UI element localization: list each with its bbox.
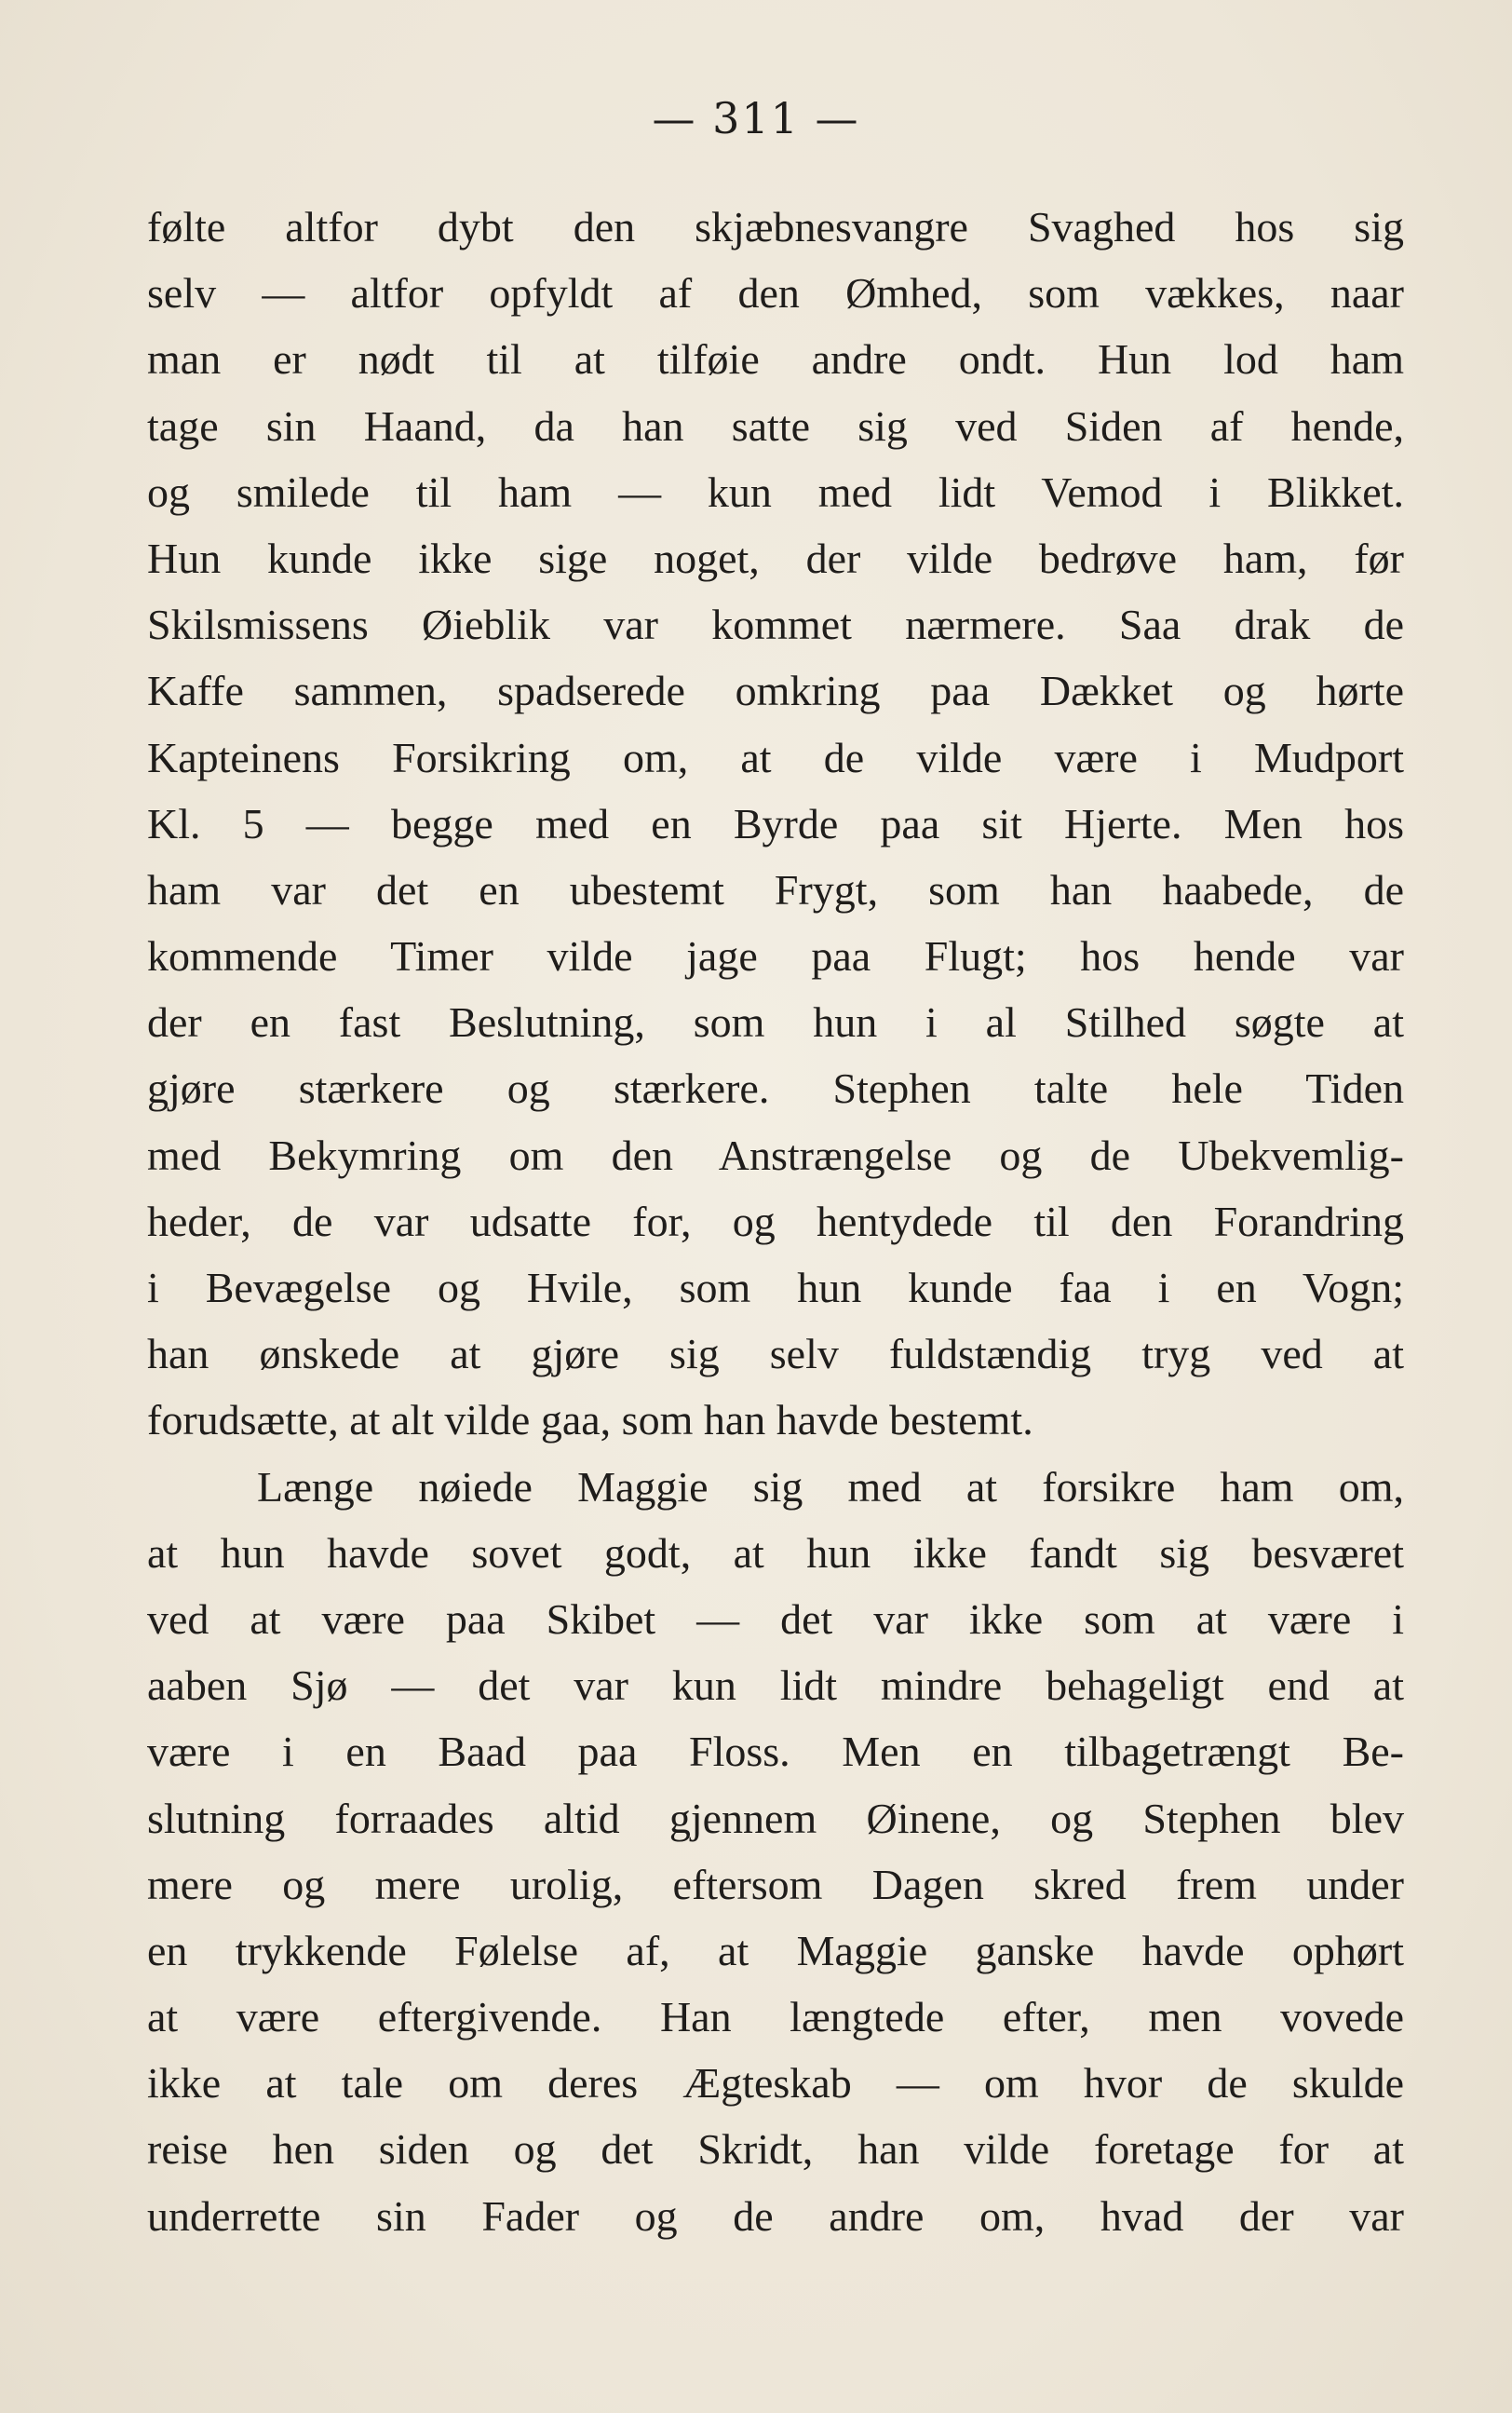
text-line: Hun kunde ikke sige noget, der vilde bedrøve ham, før bbox=[147, 534, 1404, 582]
text-line: en trykkende Følelse af, at Maggie ganske havde ophørt bbox=[147, 1926, 1404, 1974]
text-line: Kapteinens Forsikring om, at de vilde være i Mudport bbox=[147, 733, 1404, 781]
text-line: ved at være paa Skibet — det var ikke som at være i bbox=[147, 1594, 1404, 1643]
text-line: Længe nøiede Maggie sig med at forsikre ham om, bbox=[257, 1462, 1404, 1511]
text-line: forudsætte, at alt vilde gaa, som han havde bestemt. bbox=[147, 1396, 1033, 1444]
text-line: at hun havde sovet godt, at hun ikke fandt sig besværet bbox=[147, 1528, 1404, 1577]
text-line: med Bekymring om den Anstrængelse og de Ubekvemlig- bbox=[147, 1131, 1404, 1179]
text-line: reise hen siden og det Skridt, han vilde foretage for at bbox=[147, 2125, 1404, 2174]
text-line: og smilede til ham — kun med lidt Vemod i Blikket. bbox=[147, 468, 1404, 516]
text-line: være i en Baad paa Floss. Men en tilbagetrængt Be- bbox=[147, 1728, 1404, 1776]
text-line: mere og mere urolig, eftersom Dagen skred frem under bbox=[147, 1860, 1404, 1908]
text-line: at være eftergivende. Han længtede efter, men vovede bbox=[147, 1993, 1404, 2041]
text-line: i Bevægelse og Hvile, som hun kunde faa i en Vogn; bbox=[147, 1264, 1404, 1311]
text-line: ikke at tale om deres Ægteskab — om hvor de skulde bbox=[147, 2059, 1404, 2108]
text-line: kommende Timer vilde jage paa Flugt; hos hende var bbox=[147, 932, 1404, 981]
text-line: han ønskede at gjøre sig selv fuldstændig tryg ved at bbox=[147, 1330, 1404, 1378]
text-line: Kaffe sammen, spadserede omkring paa Dækket og hørte bbox=[147, 667, 1404, 715]
text-line: selv — altfor opfyldt af den Ømhed, som vækkes, naar bbox=[147, 269, 1404, 318]
body-text bbox=[147, 194, 1404, 2249]
text-line: Kl. 5 — begge med en Byrde paa sit Hjerte. Men hos bbox=[147, 799, 1404, 847]
text-line: tage sin Haand, da han satte sig ved Siden af hende, bbox=[147, 401, 1404, 450]
text-line: gjøre stærkere og stærkere. Stephen talte hele Tiden bbox=[147, 1064, 1404, 1113]
text-line: Skilsmissens Øieblik var kommet nærmere. Saa drak de bbox=[147, 601, 1404, 649]
text-line: ham var det en ubestemt Frygt, som han haabede, de bbox=[147, 865, 1404, 914]
paragraph bbox=[147, 194, 1404, 1454]
text-line: der en fast Beslutning, som hun i al Stilhed søgte at bbox=[147, 998, 1404, 1047]
text-line: slutning forraades altid gjennem Øinene, og Stephen blev bbox=[147, 1794, 1404, 1842]
text-line: underrette sin Fader og de andre om, hvad der var bbox=[147, 2191, 1404, 2240]
text-line: man er nødt til at tilføie andre ondt. Hun lod ham bbox=[147, 335, 1404, 384]
text-line: følte altfor dybt den skjæbnesvangre Svaghed hos sig bbox=[147, 203, 1404, 251]
paragraph bbox=[147, 1454, 1404, 2249]
page-number: — 311 — bbox=[652, 93, 860, 143]
text-line: heder, de var udsatte for, og hentydede til den Forandring bbox=[147, 1197, 1404, 1245]
text-line: aaben Sjø — det var kun lidt mindre behageligt end at bbox=[147, 1661, 1404, 1710]
